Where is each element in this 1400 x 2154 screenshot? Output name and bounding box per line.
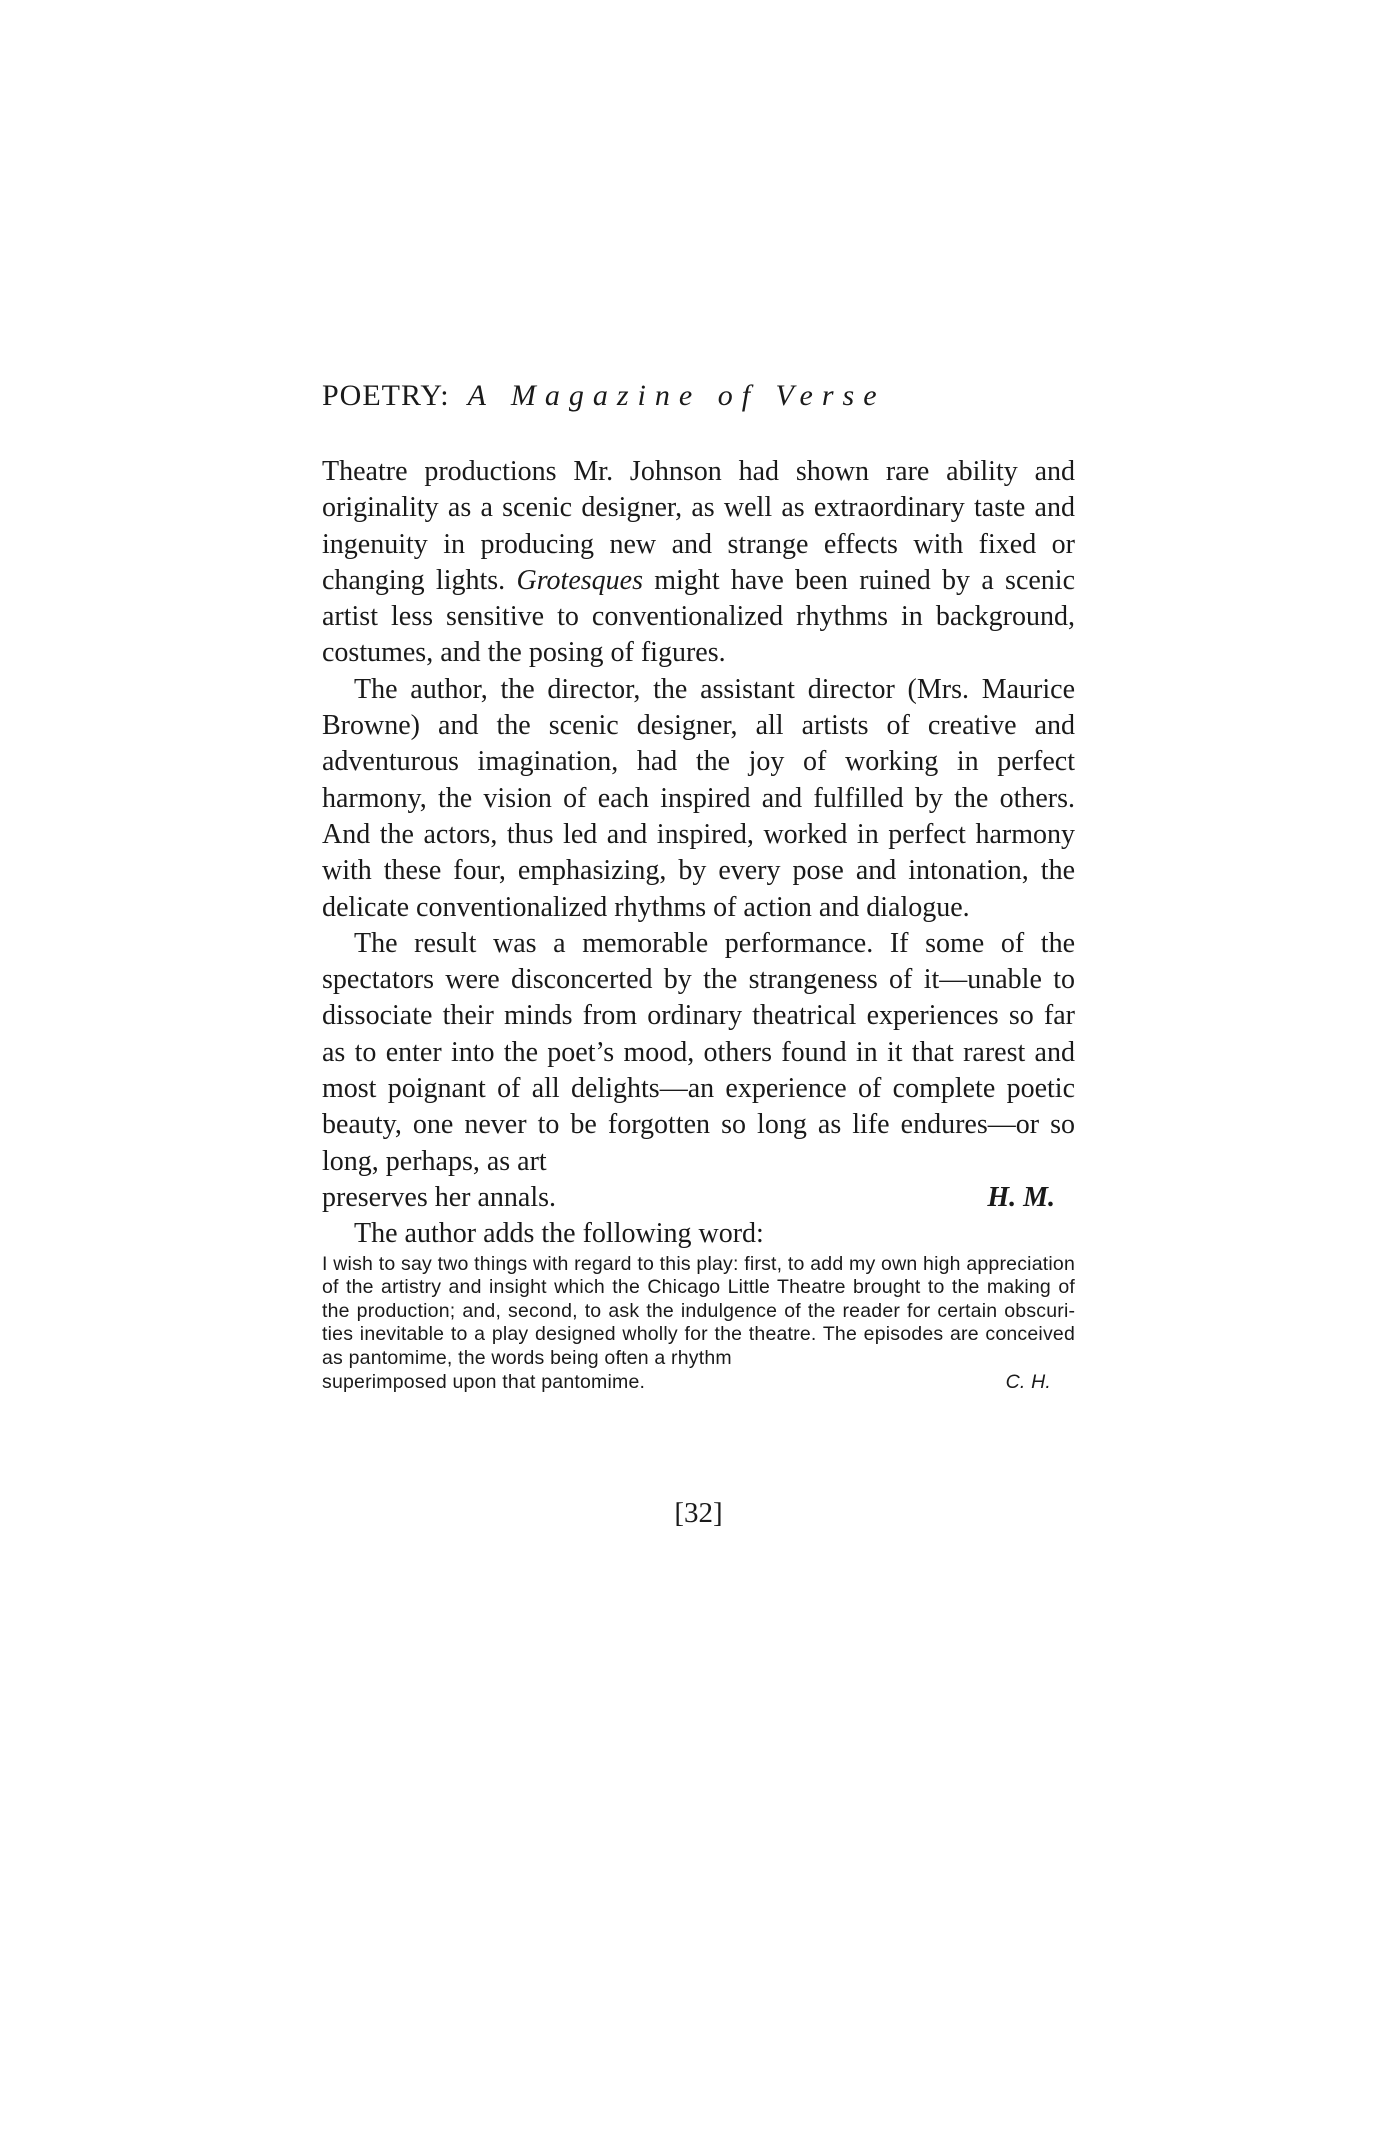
paragraph-2: The author, the director, the assistant director (Mrs. Maurice Browne) and the scenic designer, all artists of creative and adventurous imagination, had the joy of working in perfect harmony, the vision of each inspired and fulfilled by the others. And the actors, thus led and inspired, worked in perfect harmony with these four, emphasizing, by every pose and intonation, the delicate conventionalized rhythms of action and dialogue. [322,673,1075,923]
paragraph-3: The result was a memorable performance. If some of the spectators were disconcerted by the strangeness of it—unable to dissociate their minds from ordinary theatrical experiences so far as to enter into the poet’s mood, others found in it that rarest and most poignant of all delights—an experience of complete poetic beauty, one never to be forgotten so long as life endures—or so long, perhaps, as art [322,927,1075,1177]
author-note-intro: The author adds the following word: [354,1218,764,1250]
paragraph-1-text-b: might have been ruined by a scenic artist less sensitive to conventionalized rhythms in background, costumes, and the posing of figures. [322,564,1076,669]
author-note [322,1253,1075,1395]
running-head [322,378,1075,414]
paragraph-1-text-a: Theatre productions Mr. Johnson had shown rare ability and originality as a scenic designer, as well as extraordinary taste and ingenuity in producing new and strange effects with fixed or changing lights. [322,456,1075,596]
paragraph-3-last-text: preserves her annals. [322,1181,557,1213]
page [322,378,1076,1529]
author-signature: C. H. [1005,1370,1051,1393]
paragraph-3-final-line [322,1180,1075,1216]
journal-title: POETRY: [322,379,450,412]
article-body [322,454,1075,1253]
editor-signature: H. M. [987,1181,1055,1213]
paragraph-1 [322,454,1075,672]
journal-subtitle: A Magazine of Verse [467,379,886,412]
author-note-last-text: superimposed upon that pantomime. [322,1370,646,1393]
author-note-body: I wish to say two things with regard to this play: first, to add my own high appreciation of the artistry and insight which the Chicago Little Theatre brought to the making of the production; and, second, to ask the indulgence of the reader for certain obscurities inevitable to a play designed wholly for the theatre. The episodes are conceived as pantomime, the words being often a rhythm [322,1252,1075,1369]
author-note-final-line [322,1371,1075,1395]
play-title: Grotesques [516,564,643,596]
page-number: [32] [674,1497,723,1529]
